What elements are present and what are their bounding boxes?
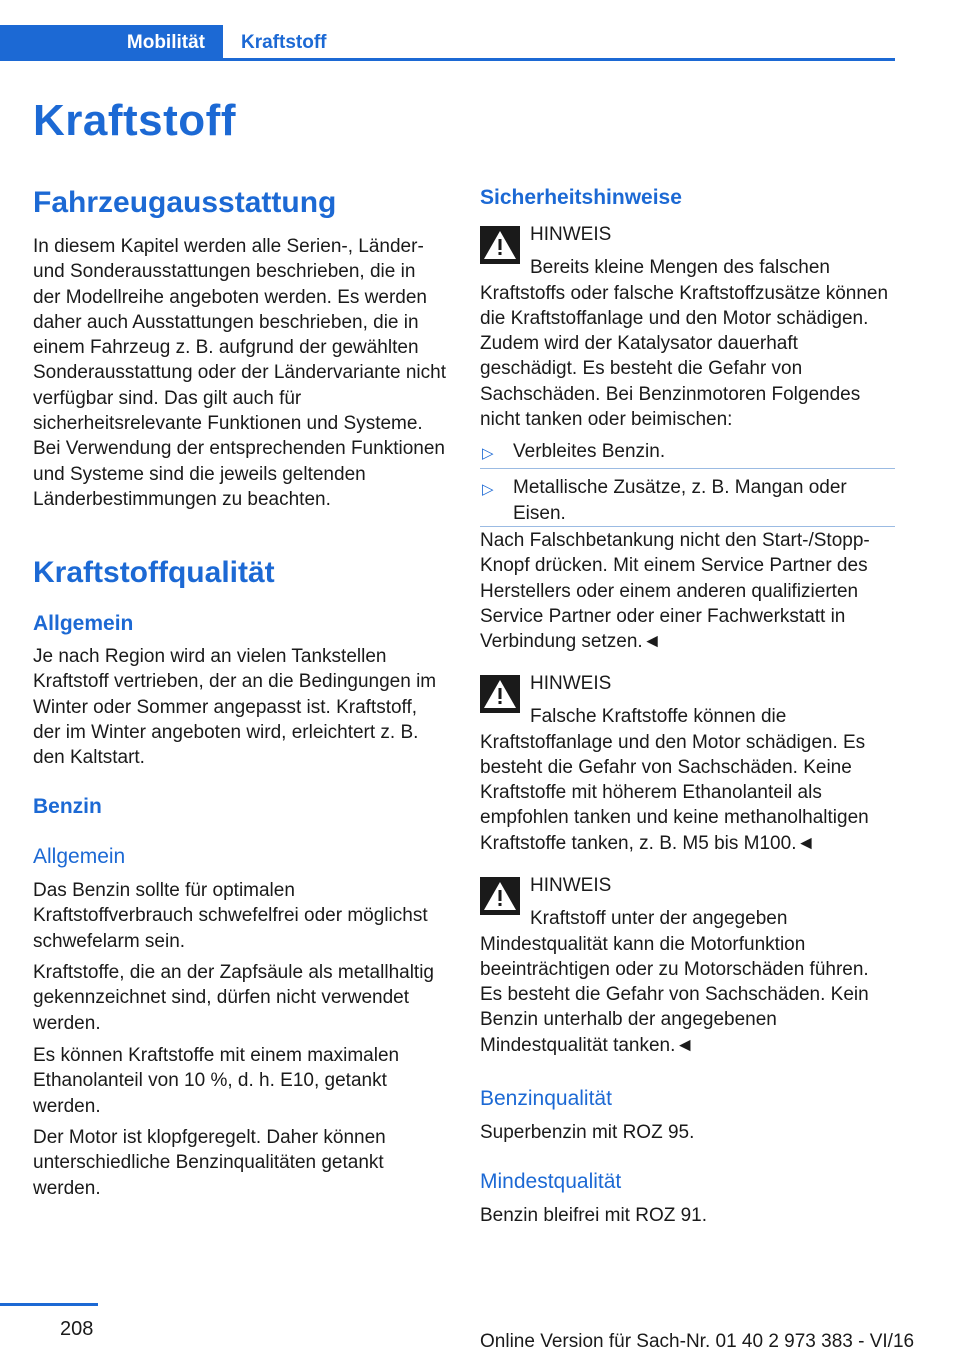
heading-kraftstoffqualitaet: Kraftstoffqualität (33, 556, 275, 589)
notice-2-label: HINWEIS (530, 673, 612, 694)
notice-3-label: HINWEIS (530, 875, 612, 896)
text-benzin-4: Der Motor ist klopfgeregelt. Daher können unterschiedliche Benzinqualitäten getankt werden. (33, 1127, 386, 1199)
heading-benzinqualitaet: Benzinqualität (480, 1087, 612, 1110)
list-item: ▷ Verbleites Benzin. (480, 439, 895, 464)
online-version-text: Online Version für Sach-Nr. 01 40 2 973 383 - VI/16 (480, 1331, 915, 1352)
text-fahrzeugausstattung: In diesem Kapitel werden alle Serien-, Länder- und Sonderausstattungen beschrieben, die in der Modellreihe angeboten werden. Es werden daher auch Ausstattungen beschrieben, die in einem Fahrzeug z. B. aufgrund der gewählten Sonderausstattung oder der Ländervariante nicht verfügbar sind. Das gilt auch für sicherheitsrelevante Funktionen und Systeme. Bei Verwendung der entsprechenden Funktionen und Systeme sind die jeweils geltenden Länderbestimmungen zu beachten. (33, 236, 446, 510)
notice-3 (480, 873, 895, 1058)
warning-triangle-icon (480, 675, 520, 713)
bullet-list (480, 439, 895, 526)
text-mindestqualitaet: Benzin bleifrei mit ROZ 91. (480, 1205, 708, 1226)
text-benzin-1: Das Benzin sollte für optimalen Kraftstoffverbrauch schwefelfrei oder möglichst schwefelarm sein. (33, 880, 428, 952)
text-benzin-3: Es können Kraftstoffe mit einem maximalen Ethanolanteil von 10 %, d. h. E10, getankt werden. (33, 1045, 400, 1117)
notice-2-text: Falsche Kraftstoffe können die Kraftstoffanlage und den Motor schädigen. Es besteht die Gefahr von Sachschäden. Keine Kraftstoffe mit höherem Ethanolanteil als empfohlen tanken und keine methanolhaltigen Kraftstoffe tanken, z. B. M5 bis M100.◄ (480, 706, 869, 854)
warning-triangle-icon (480, 877, 520, 915)
heading-benzin: Benzin (33, 795, 102, 818)
notice-3-text: Kraftstoff unter der angegeben Mindestqualität kann die Motorfunktion beeinträchtigen oder zu Motorschäden führen. Es besteht die Gefahr von Sachschäden. Kein Benzin unterhalb der angegebenen Mindestqualität tanken.◄ (480, 908, 869, 1056)
notice-1-label: HINWEIS (530, 224, 612, 245)
page-title: Kraftstoff (33, 96, 236, 145)
notice-2 (480, 671, 895, 856)
list-divider (480, 526, 895, 527)
heading-mindestqualitaet: Mindestqualität (480, 1170, 622, 1193)
heading-sicherheitshinweise: Sicherheitshinweise (480, 186, 682, 209)
header-tabbar (0, 25, 895, 61)
warning-triangle-icon (480, 226, 520, 264)
tab-kraftstoff[interactable]: Kraftstoff (241, 32, 327, 53)
footer-rule (0, 1303, 98, 1306)
header-rule (223, 58, 895, 61)
notice-1 (480, 222, 895, 432)
text-benzin-2: Kraftstoffe, die an der Zapfsäule als metallhaltig gekennzeichnet sind, dürfen nicht verwendet werden. (33, 962, 434, 1034)
text-allgemein: Je nach Region wird an vielen Tankstellen Kraftstoff vertrieben, der an die Bedingungen im Winter oder Sommer angepasst ist. Kraftstoff, der im Winter angeboten wird, erleichtert z. B. den Kaltstart. (33, 646, 437, 769)
text-benzinqualitaet: Superbenzin mit ROZ 95. (480, 1122, 695, 1143)
list-item: ▷ Metallische Zusätze, z. B. Mangan oder Eisen. (480, 468, 895, 526)
heading-benzin-allgemein: Allgemein (33, 845, 126, 868)
notice-1-text: Bereits kleine Mengen des falschen Kraftstoffs oder falsche Kraftstoffzusätze können die Kraftstoffanlage und den Motor schädigen. Zudem wird der Katalysator dauerhaft geschädigt. Es besteht die Gefahr von Sachschäden. Bei Benzinmotoren Folgendes nicht tanken oder beimischen: (480, 257, 889, 431)
heading-fahrzeugausstattung: Fahrzeugausstattung (33, 186, 337, 219)
tab-mobilitaet[interactable]: Mobilität (0, 25, 223, 61)
text-falschbetankung: Nach Falschbetankung nicht den Start-/Stopp-Knopf drücken. Mit einem Service Partner des Herstellers oder einem anderen qualifizierten Service Partner oder einer Fachwerkstatt in Verbindung setzen.◄ (480, 530, 870, 653)
heading-allgemein: Allgemein (33, 612, 134, 635)
triangle-bullet-icon: ▷ (482, 445, 494, 462)
page-number: 208 (60, 1318, 94, 1340)
triangle-bullet-icon: ▷ (482, 481, 494, 499)
